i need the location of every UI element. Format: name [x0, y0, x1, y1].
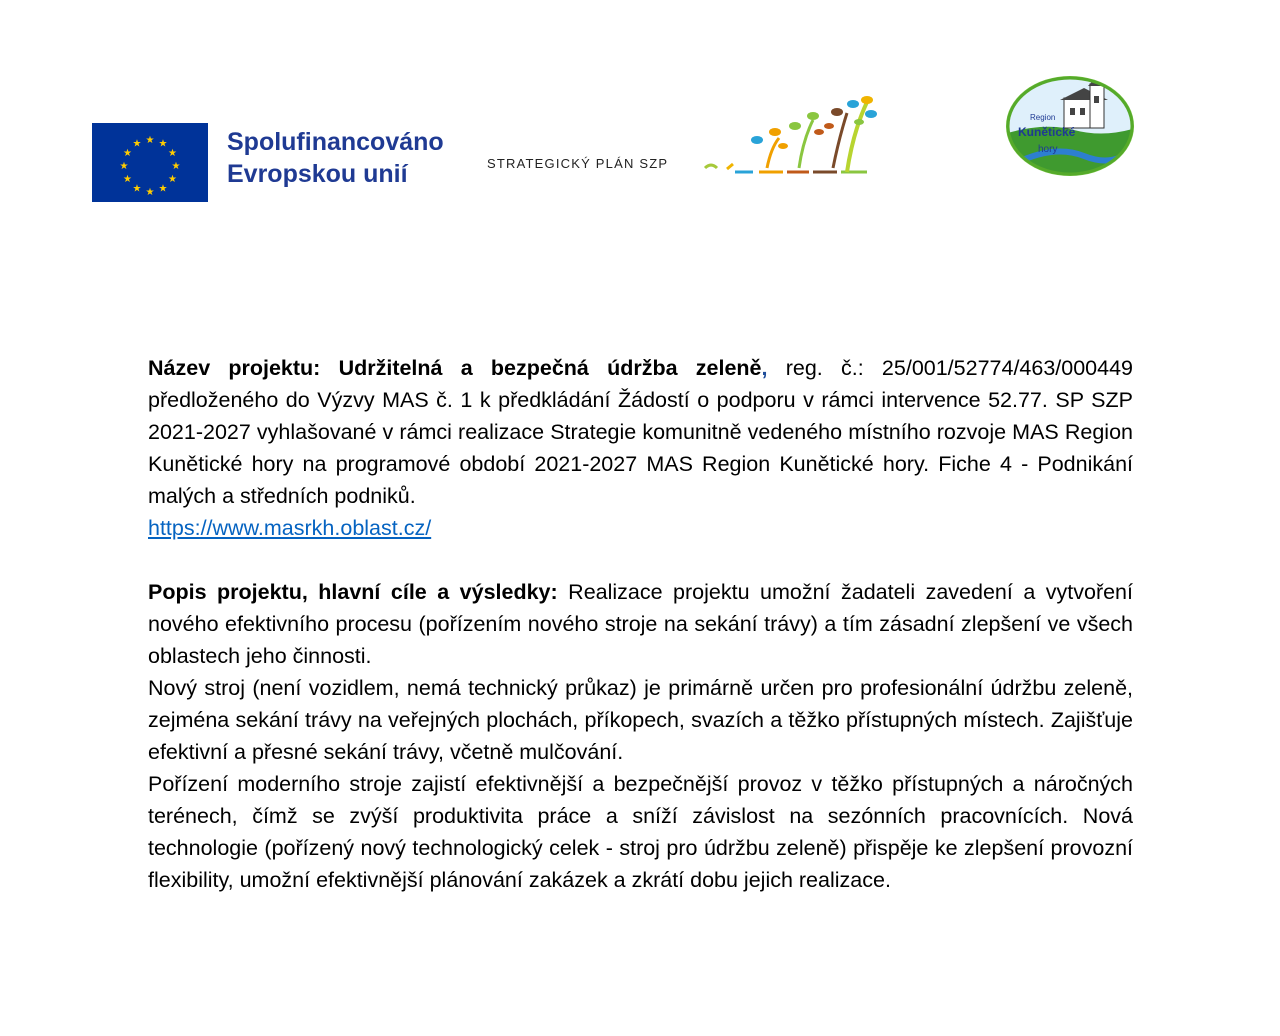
- document-body: [148, 352, 1133, 896]
- mas-logo-text3: hory: [1038, 144, 1058, 155]
- svg-text:★: ★: [168, 174, 177, 185]
- description-text-1: Realizace projektu umožní žadateli zavedení a vytvoření nového efektivního procesu (pořízením nového stroje na sekání trávy) a tím zásadní zlepšení ve všech oblastech jeho činnosti.: [148, 580, 1133, 668]
- eu-flag-icon: [92, 123, 208, 202]
- project-name-comma: ,: [761, 356, 768, 380]
- svg-text:★: ★: [145, 135, 155, 146]
- svg-text:★: ★: [119, 161, 129, 172]
- svg-text:★: ★: [132, 138, 142, 150]
- project-name-label: Název projektu: Udržitelná a bezpečná údržba zeleně: [148, 356, 762, 380]
- svg-text:★: ★: [158, 138, 168, 150]
- mas-region-logo: [1004, 74, 1136, 178]
- project-paragraph: [148, 352, 1133, 512]
- project-url-link[interactable]: https://www.masrkh.oblast.cz/: [148, 516, 432, 540]
- description-text-3: Pořízení moderního stroje zajistí efektivnější a bezpečnější provoz v těžko přístupných a náročných terénech, čímž se zvýší produktivita práce a sníží závislost na sezónních pracovnících. Nová technologie (pořízený nový technologický celek - stroj pro údržbu zeleně) přispěje ke zlepšení provozní flexibility, umožní efektivnější plánování zakázek a zkrátí dobu jejich realizace.: [148, 772, 1133, 892]
- svg-text:★: ★: [145, 187, 155, 198]
- header-logos: [0, 0, 1280, 230]
- eu-text-line1: Spolufinancováno: [227, 128, 444, 156]
- eu-cofinanced-text: [227, 126, 444, 190]
- mas-logo-text2: Kunětické: [1018, 125, 1076, 139]
- svg-text:★: ★: [158, 183, 168, 195]
- svg-text:★: ★: [123, 174, 132, 185]
- description-text-2: Nový stroj (není vozidlem, nemá technický průkaz) je primárně určen pro profesionální údržbu zeleně, zejména sekání trávy na veřejných plochách, příkopech, svazích a těžko přístupných místech. Zajišťuje efektivní a přesné sekání trávy, včetně mulčování.: [148, 676, 1133, 764]
- svg-text:★: ★: [132, 183, 142, 195]
- paragraph-gap: [148, 544, 1133, 576]
- project-name-rest: reg. č.: 25/001/52774/463/000449 předloženého do Výzvy MAS č. 1 k předkládání Žádostí o podporu v rámci intervence 52.77. SP SZP 2021-2027 vyhlašované v rámci realizace Strategie komunitně vedeného místního rozvoje MAS Region Kunětické hory na programové období 2021-2027 MAS Region Kunětické hory. Fiche 4 - Podnikání malých a středních podniků.: [148, 356, 1134, 508]
- eu-text-line2: Evropskou unií: [227, 160, 408, 188]
- mas-logo-text1: Region: [1030, 113, 1056, 122]
- svg-text:★: ★: [123, 148, 132, 159]
- description-label: Popis projektu, hlavní cíle a výsledky:: [148, 580, 558, 604]
- description-paragraph: [148, 576, 1133, 672]
- szp-label: STRATEGICKÝ PLÁN SZP: [487, 156, 669, 171]
- svg-text:★: ★: [171, 161, 181, 172]
- szp-logo: [487, 92, 887, 182]
- svg-text:★: ★: [168, 148, 177, 159]
- szp-plants-icon: [687, 92, 887, 182]
